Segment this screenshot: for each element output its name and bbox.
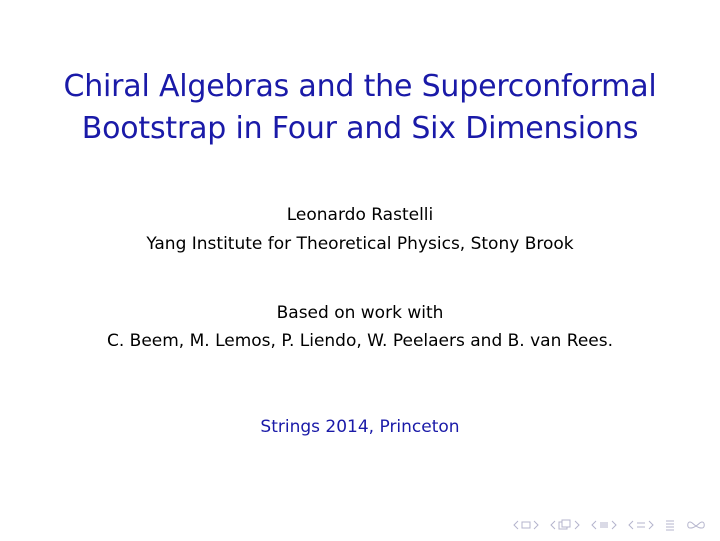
author-name: Leonardo Rastelli — [286, 205, 434, 225]
search-icon[interactable] — [686, 519, 706, 531]
nav-next-arrow-icon[interactable] — [533, 520, 539, 530]
based-on-label: Based on work with — [276, 303, 444, 323]
section-icon[interactable] — [636, 520, 646, 530]
event-info: Strings 2014, Princeton — [260, 417, 460, 437]
author-institution: Yang Institute for Theoretical Physics, Stony Brook — [146, 234, 574, 254]
frame-nav-group[interactable] — [550, 519, 580, 531]
subsection-prev-arrow-icon[interactable] — [591, 520, 597, 530]
slide-nav-group[interactable] — [513, 520, 539, 530]
frame-prev-arrow-icon[interactable] — [550, 520, 556, 530]
slide-title — [0, 66, 720, 150]
subsection-icon[interactable] — [599, 520, 609, 530]
section-next-arrow-icon[interactable] — [648, 520, 654, 530]
align-nav-group[interactable] — [665, 519, 675, 531]
nav-prev-arrow-icon[interactable] — [513, 520, 519, 530]
subsection-nav-group[interactable] — [591, 520, 617, 530]
align-icon[interactable] — [665, 519, 675, 531]
frames-icon[interactable] — [558, 519, 572, 531]
section-nav-group[interactable] — [628, 520, 654, 530]
section-prev-arrow-icon[interactable] — [628, 520, 634, 530]
title-line-2: Bootstrap in Four and Six Dimensions — [81, 111, 639, 146]
beamer-navigation-bar — [513, 517, 706, 533]
title-line-1: Chiral Algebras and the Superconformal — [63, 69, 657, 104]
search-nav-group[interactable] — [686, 519, 706, 531]
subsection-next-arrow-icon[interactable] — [611, 520, 617, 530]
frame-icon[interactable] — [521, 520, 531, 530]
collaborators-list: C. Beem, M. Lemos, P. Liendo, W. Peelaers and B. van Rees. — [106, 331, 613, 351]
frame-next-arrow-icon[interactable] — [574, 520, 580, 530]
